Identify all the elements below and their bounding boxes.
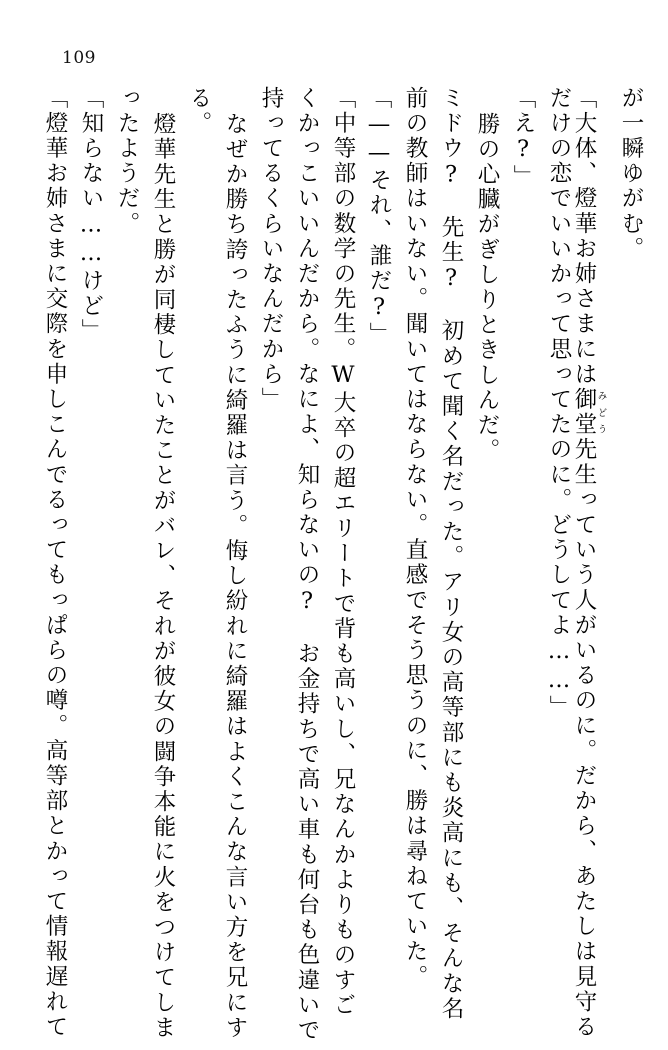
text-line: 「知らない……けど」 <box>78 86 104 344</box>
text-column <box>606 86 642 1024</box>
text-column <box>498 86 534 1024</box>
text-column <box>30 86 68 1040</box>
text-line: 「——それ、誰だ?」 <box>366 86 392 348</box>
text-column <box>282 86 320 1044</box>
text-column <box>174 86 210 1024</box>
text-column-ruby: 「大体、燈華お姉さまには御堂みどう先生っていう人がいるのに。だから、あたしは見守る <box>571 86 607 1040</box>
text-column <box>66 86 102 1024</box>
text-line: くかっこいいんだから。なによ、知らないの? お金持ちで高い車も何台も色違いで <box>294 86 320 1044</box>
text-line: る。 <box>186 86 212 137</box>
text-column <box>102 86 138 1024</box>
text-line: 勝の心臓がぎしりときしんだ。 <box>474 112 500 464</box>
text-column <box>246 86 282 1024</box>
text-column <box>138 86 174 1050</box>
text-column <box>210 86 246 1050</box>
text-column <box>390 86 426 1024</box>
text-line: 前の教師はいない。聞いてはならない。直感でそう思うのに、勝は尋ねていた。 <box>402 86 428 990</box>
page-number: 109 <box>62 48 96 68</box>
text-line: 「中等部の数学の先生。W大卒の超エリートで背も高いし、兄なんかよりものすご <box>330 86 356 1019</box>
text-line: 燈華先生と勝が同棲していたことがバレ、それが彼女の闘争本能に火をつけてしま <box>150 112 176 1041</box>
text-line: ったようだ。 <box>114 86 140 237</box>
text-line: なぜか勝ち誇ったふうに綺羅は言う。悔し紛れに綺羅はよくこんな言い方を兄にす <box>222 112 248 1041</box>
text-line: 「え?」 <box>510 86 536 190</box>
ruby-midou: 御堂みどう <box>571 387 607 438</box>
text-column <box>534 86 570 1024</box>
text-column <box>354 86 390 1024</box>
text-line: だけの恋でいいかって思ってたのに。どうしてよ……」 <box>546 86 572 721</box>
text-column <box>318 86 354 1024</box>
text-line: 「燈華お姉さまに交際を申しこんでるってもっぱらの噂。高等部とかって情報遅れて <box>42 86 68 1040</box>
text-column <box>462 86 498 1050</box>
text-column <box>426 86 462 1024</box>
text-line: ミドウ? 先生? 初めて聞く名だった。アリ女の高等部にも炎高にも、そんな名 <box>438 86 464 1022</box>
text-line: が一瞬ゆがむ。 <box>618 86 644 262</box>
vertical-text-body <box>28 86 644 1044</box>
text-line: 持ってるくらいなんだから」 <box>258 86 284 413</box>
